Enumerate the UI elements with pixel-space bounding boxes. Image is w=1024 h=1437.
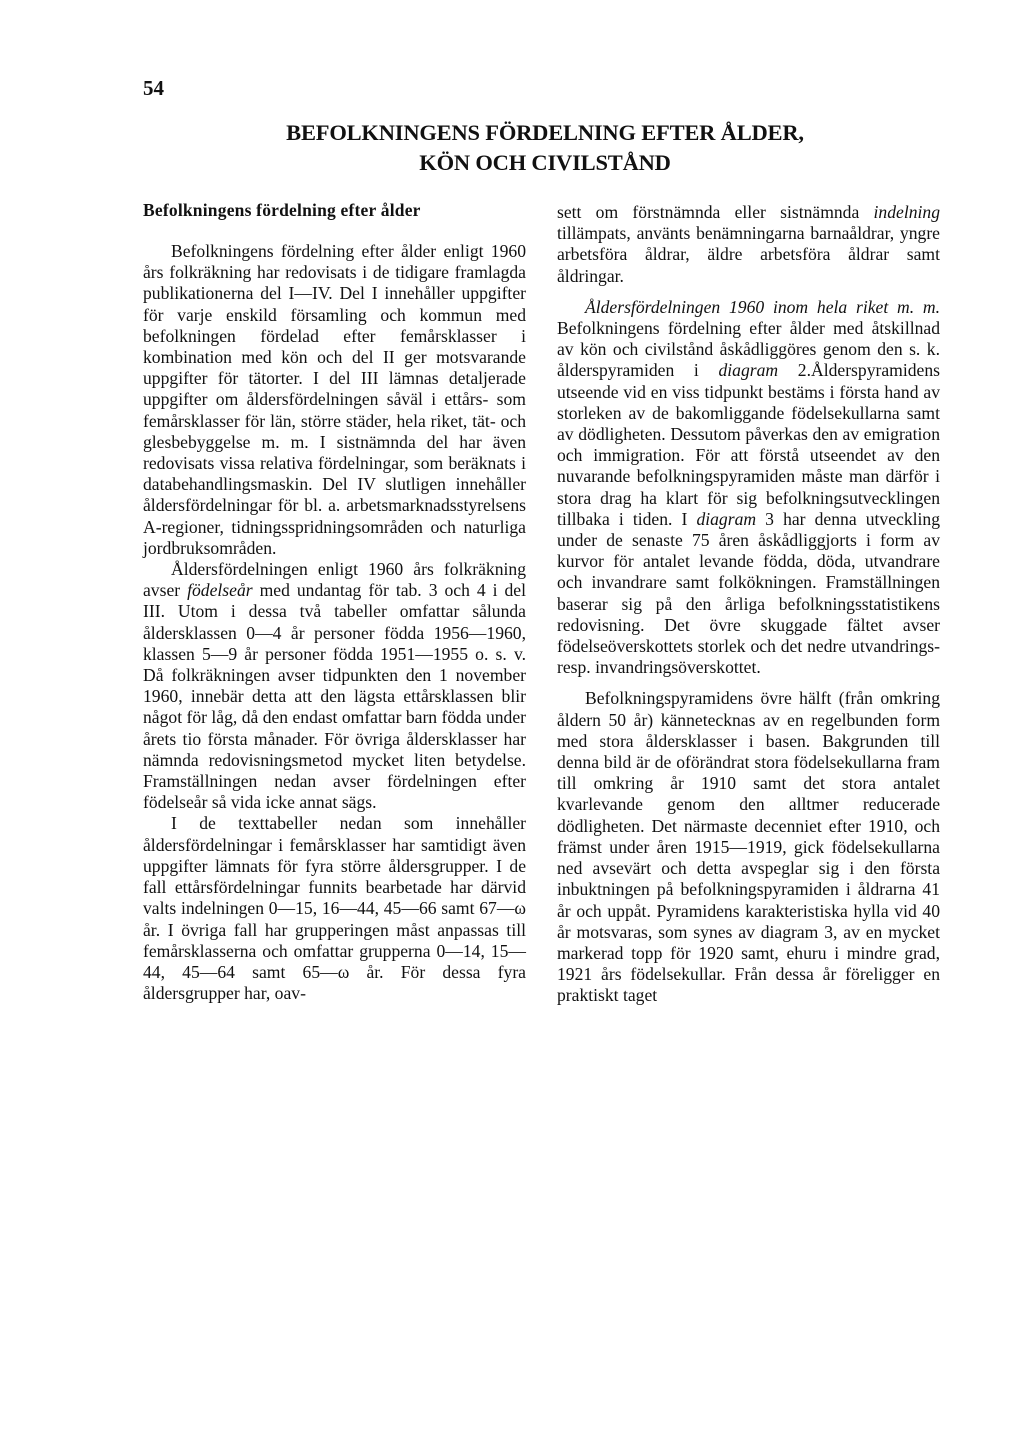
emphasis-fodelsear: födelseår — [187, 580, 253, 601]
text-span: med undantag för tab. 3 och 4 i del III. Utom i dessa två tabeller omfattar sålunda åldersklassen 0—4 år personer födda 1956—1960, klassen 5—9 år personer födda 1951—1955 o. s. v. Då folkräkningen avser tidpunkten den 1 november 1960, innebär detta att den lägsta ettårsklassen blir något för låg, då den endast omfattar barn födda under årets tio första månader. För övriga åldersklasser har nämnda redovisningsmetod mycket liten betydelse. Framställningen nedan avser fördelningen efter födelseår så vida icke annat sägs. — [143, 580, 527, 813]
right-column — [557, 202, 940, 1007]
paragraph-pyramid: Befolkningspyramidens övre hälft (från omkring åldern 50 år) kännetecknas av en regelbunden form med stora åldersklasser i basen. Bakgrunden till denna bild är de oförändrat stora födelsekullarna fram till omkring år 1910 samt det stora antalet kvarlevande genom den alltmer reducerade dödligheten. Det närmaste decenniet efter 1910, och främst under åren 1915—1919, gick födelsekullarna ned avsevärt och detta avspeglar sig i den första inbuktningen på befolkningspyramiden i åldrarna 41 år och uppåt. Pyramidens karakteristiska hylla vid 40 år motsvaras, som synes av diagram 3, av en mycket markerad topp för 1920 samt, ehuru i mindre grad, 1921 års födelsekullar. Från dessa år föreligger en praktiskt taget — [557, 688, 940, 1006]
text-span: tillämpats, använts benämningarna barnaåldrar, yngre arbetsföra åldrar, äldre arbetsföra åldrar samt åldringar. — [557, 223, 940, 286]
page-number: 54 — [143, 76, 164, 100]
title-line-2: KÖN OCH CIVILSTÅND — [419, 150, 671, 175]
emphasis-diagram: diagram — [696, 508, 757, 529]
emphasis-diagram: diagram — [718, 360, 779, 381]
text-span: 2.Ålderspyramidens utseende vid en viss tidpunkt bestäms i första hand av storleken av de bakomliggande födelsekullarna samt av dödligheten. Dessutom påverkas den av emigration och immigration. För att förstå utseendet av den nuvarande befolkningspyramiden måste man därför i stora drag ha klart för sig befolkningsutvecklingen tillbaka i tiden. I — [557, 360, 940, 529]
text-span: 3 har denna utveckling under de senaste 75 åren åskådliggjorts i form av kurvor för antalet levande födda, döda, utvandrare och invandrare samt folkökningen. Framställningen baserar sig på den årliga befolkningsstatistikens redovisning. Det övre skuggade fältet avser födelseöverskottets storlek och det nedre utvandrings- resp. invandringsöverskottet. — [557, 508, 940, 678]
page-title — [150, 118, 940, 178]
title-line-1: BEFOLKNINGENS FÖRDELNING EFTER ÅLDER, — [286, 120, 804, 145]
paragraph-birth-year — [143, 559, 526, 813]
paragraph-publications: Befolkningens fördelning efter ålder enligt 1960 års folkräkning har redovisats i de tidigare framlagda publikationerna del I—IV. Del I innehåller uppgifter för varje enskild församling och kommun med befolkningen fördelad efter femårsklasser i kombination med kön och del II ger motsvarande uppgifter för tätorter. I del III lämnas detaljerade uppgifter om åldersfördelningen såväl i ettårs- som femårsklasser för län, större städer, hela riket, tät- och glesbebyggelse m. m. I sistnämnda del har även redovisats vissa relativa fördelningar, som beräknats i databehandlingsmaskin. Del IV slutligen innehåller åldersfördelningar för bl. a. arbetsmarknadsstyrelsens A-regioner, tidningsspridningsområden och naturliga jordbruksområden. — [143, 241, 526, 558]
left-column — [143, 200, 526, 1004]
run-in-heading: Åldersfördelningen 1960 inom hela riket m. m. — [585, 296, 940, 317]
text-span: sett om förstnämnda eller sistnämnda — [557, 202, 874, 222]
paragraph-age-distribution — [557, 297, 940, 679]
emphasis-indelning: indelning — [873, 202, 940, 222]
text-span: Befolkningens fördelning efter ålder med åtskillnad av kön och civilstånd åskådliggöres genom den s. k. ålderspyramiden i — [557, 318, 940, 381]
paragraph-age-groups: I de texttabeller nedan som innehåller åldersfördelningar i femårsklasser har samtidigt även uppgifter lämnats för fyra större åldersgrupper. I de fall ettårsfördelningar funnits bearbetade har därvid valts indelningen 0—15, 16—44, 45—66 samt 67—ω år. I övriga fall har grupperingen måst anpassas till femårsklasserna och omfattar grupperna 0—14, 15—44, 45—64 samt 65—ω år. För dessa fyra åldersgrupper har, oav- — [143, 813, 526, 1004]
paragraph-continuation — [557, 202, 940, 287]
text-span: Åldersfördelningen enligt 1960 års folkräkning avser — [143, 559, 526, 601]
section-heading: Befolkningens fördelning efter ålder — [143, 200, 421, 220]
